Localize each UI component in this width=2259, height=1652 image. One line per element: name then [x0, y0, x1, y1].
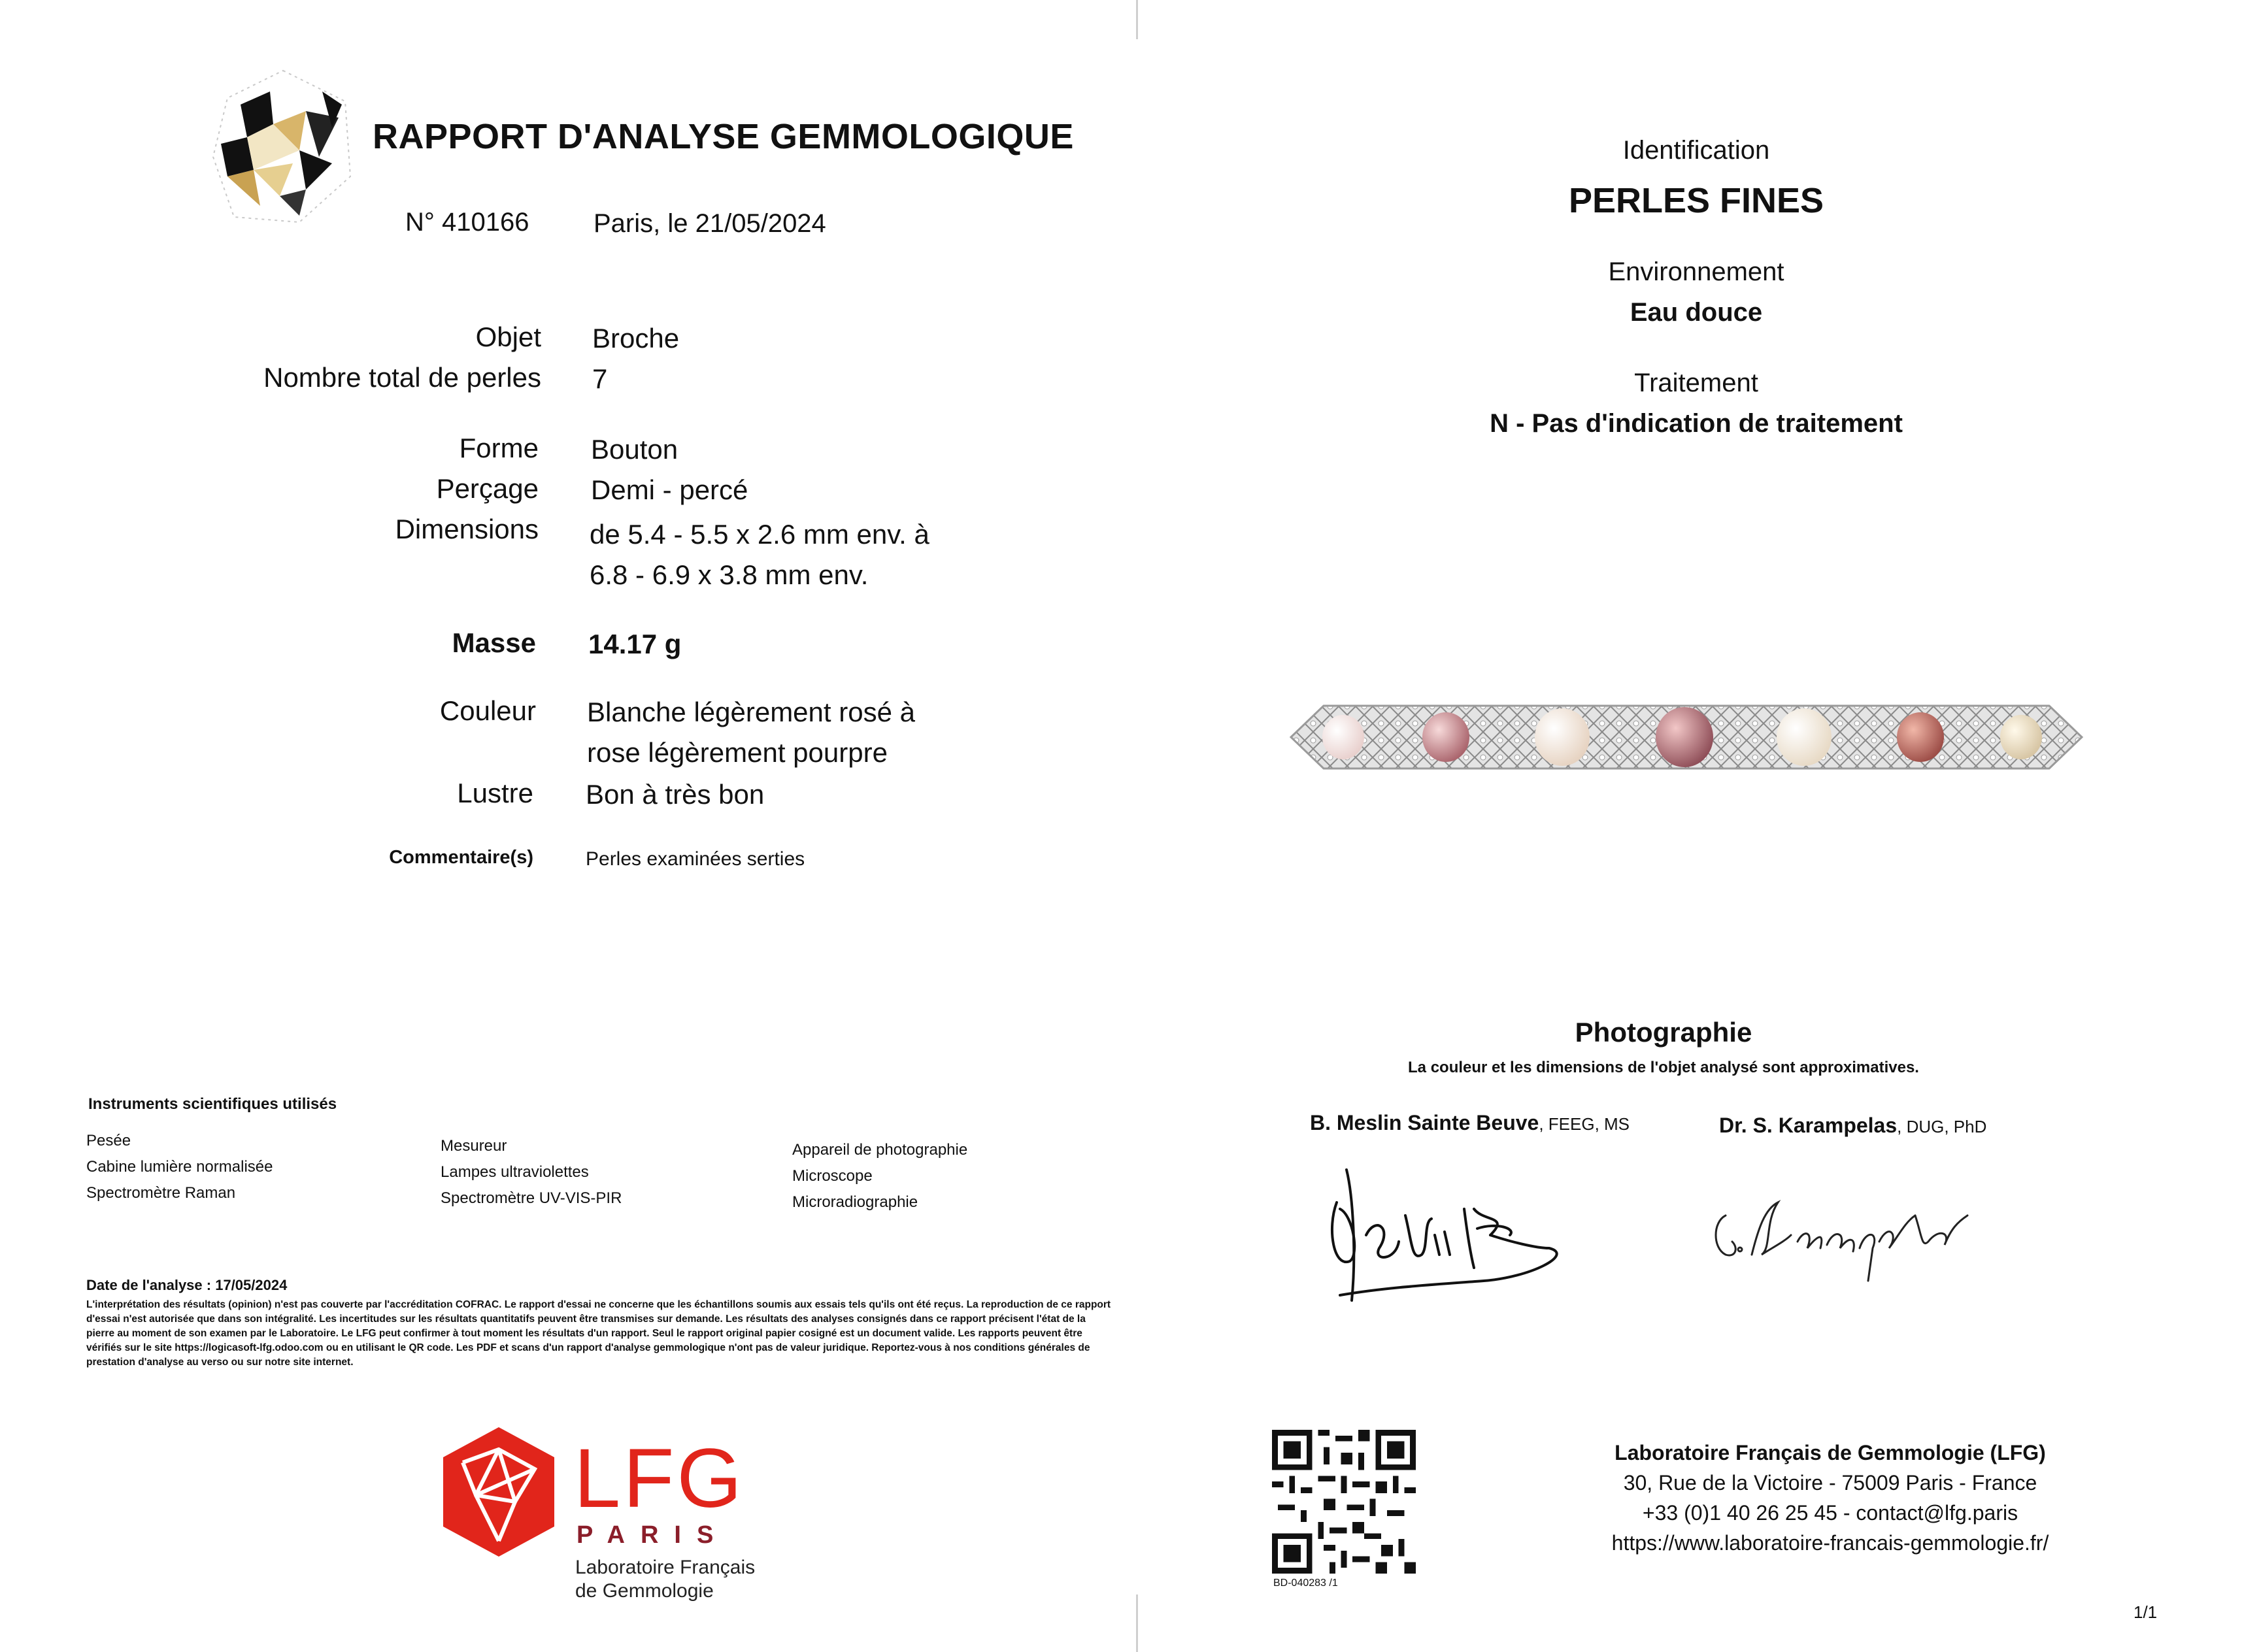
- pearl-5: [1777, 708, 1832, 766]
- report-place-date: Paris, le 21/05/2024: [594, 209, 826, 238]
- instrument-item: Lampes ultraviolettes: [441, 1163, 589, 1181]
- couleur-label: Couleur: [439, 695, 536, 726]
- masse-label: Masse: [452, 627, 536, 658]
- lab-address: 30, Rue de la Victoire - 75009 Paris - France: [1623, 1471, 2037, 1495]
- instrument-item: Spectromètre Raman: [86, 1184, 236, 1202]
- signature-1-image: [1314, 1157, 1601, 1327]
- objet-label: Objet: [475, 322, 541, 352]
- signature-2-image: [1699, 1176, 2013, 1294]
- signatory-1-name: B. Meslin Sainte Beuve, FEEG, MS: [1310, 1111, 1630, 1134]
- forme-label: Forme: [459, 433, 539, 463]
- lab-contact[interactable]: +33 (0)1 40 26 25 45 - contact@lfg.paris: [1642, 1501, 2018, 1525]
- lustre-label: Lustre: [457, 778, 533, 808]
- dimensions-value-line1: de 5.4 - 5.5 x 2.6 mm env. à: [590, 519, 929, 550]
- pearl-2: [1422, 712, 1469, 762]
- pearl-1: [1322, 715, 1364, 759]
- signatory-2-name: Dr. S. Karampelas, DUG, PhD: [1719, 1114, 1987, 1137]
- pearl-7: [2000, 715, 2042, 759]
- qr-caption: BD-040283 /1: [1273, 1578, 1338, 1589]
- couleur-value-line2: rose légèrement pourpre: [587, 737, 888, 768]
- page-number: 1/1: [2134, 1602, 2158, 1622]
- identification-value: PERLES FINES: [1568, 181, 1824, 220]
- percage-value: Demi - percé: [591, 474, 748, 505]
- lfg-logo-line2: de Gemmologie: [575, 1580, 714, 1602]
- qr-code[interactable]: [1272, 1430, 1416, 1574]
- instrument-item: Mesureur: [441, 1137, 507, 1155]
- commentaire-label: Commentaire(s): [389, 847, 533, 868]
- lab-website[interactable]: https://www.laboratoire-francais-gemmologie.fr/: [1611, 1531, 2049, 1555]
- instrument-item: Pesée: [86, 1132, 131, 1149]
- photo-title: Photographie: [1575, 1017, 1752, 1048]
- instrument-item: Microscope: [792, 1167, 873, 1185]
- lustre-value: Bon à très bon: [586, 779, 765, 810]
- environnement-label: Environnement: [1608, 257, 1784, 286]
- couleur-value-line1: Blanche légèrement rosé à: [587, 697, 915, 727]
- percage-label: Perçage: [436, 473, 539, 504]
- instruments-column-1: [86, 1128, 273, 1206]
- instruments-title: Instruments scientifiques utilisés: [88, 1095, 337, 1113]
- fold-line: [1136, 1594, 1138, 1652]
- instruments-column-2: [441, 1133, 622, 1212]
- lfg-logo: [437, 1423, 803, 1606]
- instrument-item: Microradiographie: [792, 1193, 918, 1211]
- commentaire-value: Perles examinées serties: [586, 848, 805, 870]
- photo-note: La couleur et les dimensions de l'objet analysé sont approximatives.: [1408, 1059, 1919, 1076]
- instrument-item: Spectromètre UV-VIS-PIR: [441, 1189, 622, 1207]
- nombre-value: 7: [592, 363, 608, 394]
- lfg-logo-name: LFG: [574, 1432, 745, 1525]
- instrument-item: Appareil de photographie: [792, 1141, 968, 1159]
- traitement-value: N - Pas d'indication de traitement: [1490, 409, 1903, 438]
- forme-value: Bouton: [591, 434, 678, 465]
- environnement-value: Eau douce: [1630, 298, 1763, 327]
- report-gem-logo: [208, 65, 358, 229]
- lab-name: Laboratoire Français de Gemmologie (LFG): [1615, 1441, 2046, 1464]
- instrument-item: Cabine lumière normalisée: [86, 1158, 273, 1176]
- analysis-date: Date de l'analyse : 17/05/2024: [86, 1277, 288, 1293]
- pearl-6: [1897, 712, 1944, 762]
- lfg-hexagon-icon: [437, 1423, 561, 1561]
- dimensions-value-line2: 6.8 - 6.9 x 3.8 mm env.: [590, 559, 869, 590]
- pearl-4: [1656, 707, 1713, 767]
- masse-value: 14.17 g: [588, 629, 682, 659]
- objet-value: Broche: [592, 323, 680, 354]
- report-number: N° 410166: [405, 208, 529, 237]
- report-title: RAPPORT D'ANALYSE GEMMOLOGIQUE: [373, 117, 1074, 156]
- instruments-column-3: [792, 1137, 967, 1215]
- pearl-3: [1535, 708, 1590, 766]
- dimensions-label: Dimensions: [395, 514, 539, 544]
- lfg-logo-city: PARIS: [577, 1521, 729, 1549]
- lab-info: [1556, 1438, 2105, 1558]
- traitement-label: Traitement: [1634, 369, 1758, 397]
- legal-disclaimer: L'interprétation des résultats (opinion) n'est pas couverte par l'accréditation COFRAC. Le rapport d'essai ne concerne que les échantillons soumis aux essais tels qu'ils ont été reçus. La reproduction de ce rapport d'essai n'est autorisée que dans son intégralité. Les incertitudes sur les résultats quantitatifs peuvent être transmises sur demande. Les résultats des analyses consignés dans ce rapport précisent l'état de la pierre au moment de son examen par le Laboratoire. Le LFG peut confirmer à tout moment les résultats d'un rapport. Seul le rapport original papier cosigné est un document valide. Les rapports peuvent être vérifiés sur le site https://logicasoft-lfg.odoo.com ou en utilisant le QR code. Les PDF et scans d'un rapport d'analyse gemmologique n'ont pas de valeur juridique. Reportez-vous à nos conditions générales de prestation d'analyse au verso ou sur notre site internet.: [86, 1299, 1111, 1368]
- nombre-label: Nombre total de perles: [263, 362, 541, 393]
- lfg-logo-line1: Laboratoire Français: [575, 1557, 756, 1578]
- fold-line: [1136, 0, 1138, 39]
- identification-label: Identification: [1622, 136, 1770, 165]
- brooch-photo: [1288, 698, 2085, 776]
